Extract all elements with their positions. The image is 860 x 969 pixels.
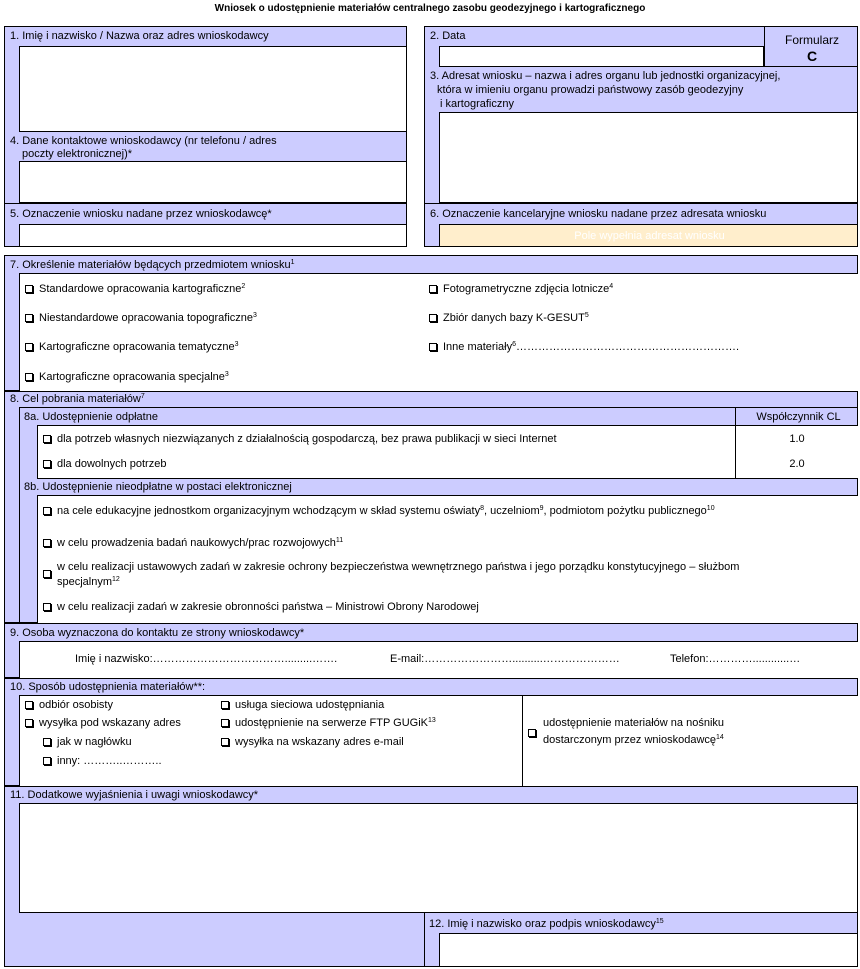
section-4-label-line2: poczty elektronicznej)* — [22, 148, 133, 160]
free-research[interactable]: w celu prowadzenia badań naukowych/prac rozwojowych$^{11}$ — [43, 537, 343, 550]
checkbox[interactable] — [25, 373, 33, 381]
registry-reference-placeholder: Pole wypełnia adresat wniosku — [574, 230, 725, 242]
checkbox[interactable] — [221, 738, 229, 746]
date-field[interactable] — [439, 46, 764, 67]
registry-reference-field — [439, 224, 858, 247]
free-education[interactable]: na cele edukacyjne jednostkom organizacyjnym wchodzącym w skład systemu oświaty$^8$, uczelniom$^9$, podmiotom pożytku publicznego$^{10}$ — [43, 505, 715, 518]
checkbox[interactable] — [43, 738, 51, 746]
contact-data-field[interactable] — [19, 161, 407, 203]
checkbox[interactable] — [221, 719, 229, 727]
checkbox[interactable] — [25, 343, 33, 351]
checkbox[interactable] — [429, 285, 437, 293]
checkbox[interactable] — [25, 285, 33, 293]
free-defence[interactable]: w celu realizacji zadań w zakresie obronności państwa – Ministrowi Obrony Narodowej — [43, 601, 479, 614]
material-thematic[interactable]: Kartograficzne opracowania tematyczne$^3$ — [25, 341, 239, 354]
section-8a-label: 8a. Udostępnienie odpłatne — [24, 411, 158, 423]
material-kgesut[interactable]: Zbiór danych bazy K-GESUT$^5$ — [429, 312, 589, 325]
paid-own-needs[interactable]: dla potrzeb własnych niezwiązanych z działalnością gospodarczą, bez prawa publikacji w sieci Internet — [43, 433, 557, 446]
checkbox[interactable] — [43, 757, 51, 765]
applicant-name-address-field[interactable] — [19, 46, 407, 132]
delivery-ftp[interactable]: udostępnienie na serwerze FTP GUGiK$^{13}$ — [221, 717, 436, 730]
contact-email-field[interactable]: E-mail:……………………..........………………… — [390, 653, 620, 665]
material-nonstandard-topo[interactable]: Niestandardowe opracowania topograficzne$^3$ — [25, 312, 257, 325]
section-3-label-line2: która w imieniu organu prowadzi państwowy zasób geodezyjny — [437, 84, 744, 96]
free-security-services[interactable] — [43, 568, 57, 581]
delivery-post-other-address[interactable]: inny: ………..……….. — [43, 755, 162, 768]
material-special[interactable]: Kartograficzne opracowania specjalne$^3$ — [25, 371, 229, 384]
formularz-box — [764, 26, 858, 67]
section-6-label: 6. Oznaczenie kancelaryjne wniosku nadane przez adresata wniosku — [430, 208, 767, 220]
section-7-label: 7. Określenie materiałów będących przedmiotem wniosku$^1$ — [10, 259, 295, 271]
delivery-post-header-address[interactable]: jak w nagłówku — [43, 736, 132, 749]
delivery-own-medium[interactable] — [528, 727, 542, 740]
delivery-post[interactable]: wysyłka pod wskazany adres — [25, 717, 181, 730]
section-10-label: 10. Sposób udostępnienia materiałów**: — [10, 681, 206, 693]
coef-header: Współczynnik CL — [756, 411, 841, 423]
delivery-network-service[interactable]: usługa sieciowa udostępniania — [221, 699, 384, 712]
material-aerial-photos[interactable]: Fotogrametryczne zdjęcia lotnicze$^4$ — [429, 283, 613, 296]
checkbox[interactable] — [43, 603, 51, 611]
paid-any-needs[interactable]: dla dowolnych potrzeb — [43, 458, 166, 471]
formularz-label: Formularz — [784, 33, 839, 47]
formularz-letter: C — [806, 48, 818, 64]
checkbox[interactable] — [25, 719, 33, 727]
coef-value: 2.0 — [789, 458, 805, 470]
column-divider — [522, 695, 523, 786]
coef-value: 1.0 — [789, 433, 805, 445]
checkbox[interactable] — [43, 460, 51, 468]
section-9-label: 9. Osoba wyznaczona do kontaktu ze strony wnioskodawcy* — [10, 627, 305, 639]
section-8b-label: 8b. Udostępnienie nieodpłatne w postaci elektronicznej — [24, 481, 292, 493]
free-security-text-line2: specjalnym$^{12}$ — [57, 576, 120, 588]
checkbox[interactable] — [43, 570, 51, 578]
checkbox[interactable] — [25, 314, 33, 322]
delivery-email[interactable]: wysyłka na wskazany adres e-mail — [221, 736, 404, 749]
material-standard-maps[interactable]: Standardowe opracowania kartograficzne$^2$ — [25, 283, 245, 296]
free-security-text-line1: w celu realizacji ustawowych zadań w zakresie ochrony bezpieczeństwa wewnętrznego państwa i jego porządku konstytucyjnego – służbom — [57, 561, 740, 573]
checkbox[interactable] — [43, 539, 51, 547]
section-4-label-line1: 4. Dane kontaktowe wnioskodawcy (nr telefonu / adres — [10, 135, 277, 147]
delivery-own-medium-line1: udostępnienie materiałów na nośniku — [543, 717, 725, 729]
signature-field[interactable] — [439, 933, 858, 967]
checkbox[interactable] — [43, 507, 51, 515]
section-3-label-line3: i kartograficzny — [440, 98, 514, 110]
checkbox[interactable] — [528, 729, 536, 737]
section-10-body — [19, 695, 858, 786]
signature-divider — [424, 913, 425, 967]
contact-name-field[interactable]: Imię i nazwisko:……………………………….........……. — [75, 653, 338, 665]
divider — [424, 203, 858, 204]
section-12-label: 12. Imię i nazwisko oraz podpis wnioskodawcy$^{15}$ — [429, 918, 664, 930]
remarks-field[interactable] — [19, 803, 858, 913]
checkbox[interactable] — [221, 701, 229, 709]
delivery-pickup[interactable]: odbiór osobisty — [25, 699, 113, 712]
section-2-label: 2. Data — [430, 30, 466, 42]
delivery-own-medium-line2: dostarczonym przez wnioskodawcę$^{14}$ — [543, 734, 724, 746]
checkbox[interactable] — [429, 314, 437, 322]
section-3-label-line1: 3. Adresat wniosku – nazwa i adres organu lub jednostki organizacyjnej, — [430, 70, 781, 82]
checkbox[interactable] — [25, 701, 33, 709]
applicant-reference-field[interactable] — [19, 224, 407, 247]
divider — [4, 203, 407, 204]
section-8-label: 8. Cel pobrania materiałów$^7$ — [10, 393, 145, 405]
material-other[interactable]: Inne materiały$^6$……………………………………………………. — [429, 341, 739, 354]
contact-phone-field[interactable]: Telefon:…………............… — [670, 653, 801, 665]
checkbox[interactable] — [429, 343, 437, 351]
section-11-label: 11. Dodatkowe wyjaśnienia i uwagi wnioskodawcy* — [10, 789, 259, 801]
section-5-label: 5. Oznaczenie wniosku nadane przez wnioskodawcę* — [10, 208, 272, 220]
section-1-label: 1. Imię i nazwisko / Nazwa oraz adres wnioskodawcy — [10, 30, 269, 42]
addressee-field[interactable] — [439, 112, 858, 203]
checkbox[interactable] — [43, 435, 51, 443]
form-title: Wniosek o udostępnienie materiałów centralnego zasobu geodezyjnego i kartograficznego — [214, 3, 646, 14]
